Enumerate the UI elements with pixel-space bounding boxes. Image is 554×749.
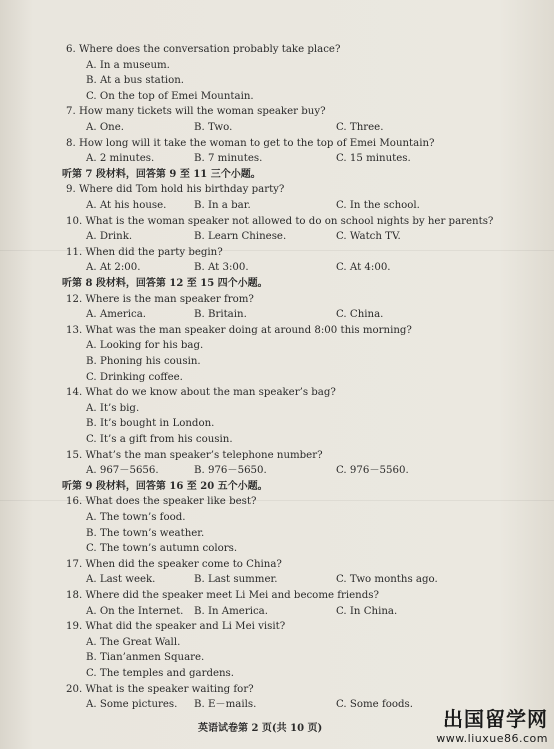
answer-option: A. America. <box>86 309 147 321</box>
answer-option: B. Learn Chinese. <box>194 231 287 243</box>
question-stem: 12. Where is the man speaker from? <box>66 293 254 305</box>
question-stem: 17. When did the speaker come to China? <box>66 558 282 570</box>
question-stem: 10. What is the woman speaker not allowed to do on school nights by her parents? <box>66 215 494 227</box>
answer-option: A. Last week. <box>86 574 156 586</box>
answer-option: B. At a bus station. <box>86 75 185 87</box>
question-stem: 15. What’s the man speaker’s telephone number? <box>66 449 323 461</box>
answer-option: A. The town’s food. <box>86 512 186 523</box>
watermark-url: www.liuxue86.com <box>436 732 548 745</box>
question-stem: 13. What was the man speaker doing at around 8:00 this morning? <box>66 324 412 336</box>
section-instruction: 听第 7 段材料，回答第 9 至 11 三个小题。 <box>62 168 261 180</box>
question-stem: 8. How long will it take the woman to get to the top of Emei Mountain? <box>66 137 435 149</box>
answer-option: C. Drinking coffee. <box>86 371 183 383</box>
question-stem: 14. What do we know about the man speaker’s bag? <box>66 387 336 399</box>
answer-option: C. In China. <box>336 605 398 617</box>
answer-option: C. China. <box>336 309 384 321</box>
question-stem: 6. Where does the conversation probably take place? <box>66 44 341 55</box>
question-stem: 7. How many tickets will the woman speaker buy? <box>66 106 326 118</box>
answer-option: C. It’s a gift from his cousin. <box>86 434 233 445</box>
answer-option: B. In America. <box>194 605 268 617</box>
question-stem: 16. What does the speaker like best? <box>66 496 257 508</box>
question-stem: 11. When did the party begin? <box>66 246 223 258</box>
answer-option: C. In the school. <box>336 200 420 211</box>
answer-option: A. On the Internet. <box>86 605 184 617</box>
answer-option: C. On the top of Emei Mountain. <box>86 90 254 102</box>
answer-option: A. At 2:00. <box>86 262 141 274</box>
answer-option: B. Last summer. <box>194 574 278 586</box>
page-footer: 英语试卷第 2 页(共 10 页) <box>198 723 323 734</box>
answer-option: B. The town’s weather. <box>86 527 205 539</box>
section-instruction: 听第 9 段材料，回答第 16 至 20 五个小题。 <box>62 480 268 492</box>
answer-option: B. It’s bought in London. <box>86 418 215 430</box>
answer-option: C. Two months ago. <box>336 574 438 586</box>
watermark-name: 出国留学网 <box>443 707 548 731</box>
answer-option: C. At 4:00. <box>336 262 391 274</box>
site-watermark <box>436 703 548 745</box>
answer-option: B. In a bar. <box>194 200 251 211</box>
answer-option: C. The town’s autumn colors. <box>86 543 238 555</box>
answer-option: A. At his house. <box>86 200 167 211</box>
answer-option: A. 2 minutes. <box>86 153 155 165</box>
answer-option: B. Phoning his cousin. <box>86 356 201 367</box>
answer-option: C. 15 minutes. <box>336 153 411 165</box>
section-instruction: 听第 8 段材料，回答第 12 至 15 四个小题。 <box>62 278 268 289</box>
answer-option: B. 976－5650. <box>194 465 267 477</box>
answer-option: A. The Great Wall. <box>86 636 181 648</box>
answer-option: C. Watch TV. <box>336 231 401 243</box>
answer-option: A. Some pictures. <box>86 699 178 711</box>
answer-option: B. At 3:00. <box>194 262 249 274</box>
answer-option: B. Tian’anmen Square. <box>86 652 205 664</box>
answer-option: C. The temples and gardens. <box>86 668 235 679</box>
answer-option: B. 7 minutes. <box>194 153 263 165</box>
answer-option: C. 976－5560. <box>336 465 409 477</box>
answer-option: A. Looking for his bag. <box>86 340 204 352</box>
answer-option: A. In a museum. <box>86 59 170 71</box>
answer-option: A. 967－5656. <box>86 465 159 477</box>
question-stem: 19. What did the speaker and Li Mei visit? <box>66 621 286 633</box>
question-stem: 9. Where did Tom hold his birthday party? <box>66 184 285 196</box>
answer-option: C. Some foods. <box>336 699 413 711</box>
answer-option: A. It’s big. <box>86 402 140 414</box>
answer-option: A. One. <box>86 122 125 133</box>
answer-option: B. Two. <box>194 122 233 133</box>
question-stem: 20. What is the speaker waiting for? <box>66 683 254 695</box>
answer-option: C. Three. <box>336 122 384 133</box>
question-stem: 18. Where did the speaker meet Li Mei and become friends? <box>66 590 379 601</box>
answer-option: B. Britain. <box>194 309 247 321</box>
answer-option: B. E－mails. <box>194 699 257 711</box>
answer-option: A. Drink. <box>86 231 133 243</box>
